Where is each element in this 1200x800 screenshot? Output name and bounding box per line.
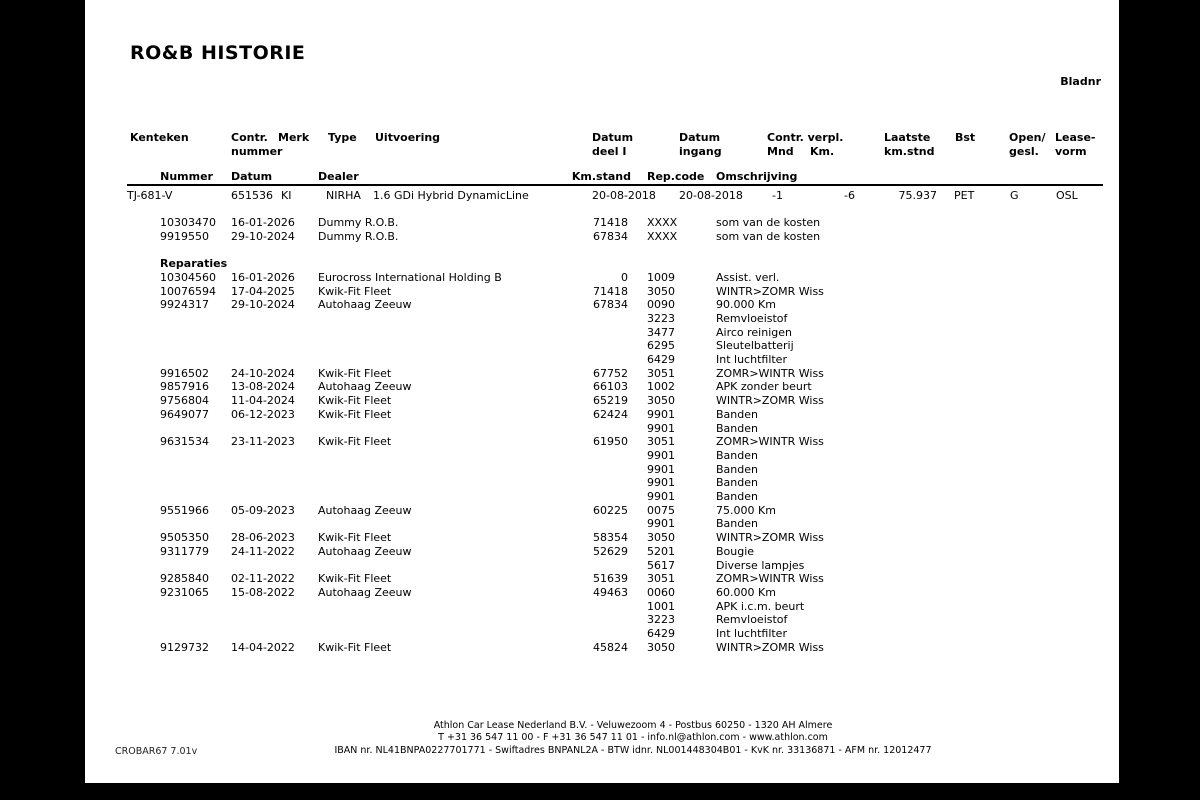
- header-rule: [127, 184, 1103, 186]
- row-dealer: Autohaag Zeeuw: [318, 380, 412, 394]
- row-nummer: 9311779: [160, 544, 209, 558]
- row-kmstand: 58354: [593, 531, 628, 545]
- row-dealer: Dummy R.O.B.: [318, 229, 399, 243]
- row-kmstand: 71418: [593, 284, 628, 298]
- section-title: Reparaties: [160, 257, 228, 271]
- row-omschrijving: Int luchtfilter: [716, 353, 787, 366]
- row-omschrijving: som van de kosten: [716, 229, 821, 243]
- row-omschrijving: Diverse lampjes: [716, 558, 805, 572]
- col-datum-deel-1: Datum: [592, 131, 634, 144]
- row-omschrijving: Banden: [716, 517, 758, 531]
- row-nummer: 9916502: [160, 366, 209, 380]
- row-datum: 23-11-2023: [231, 435, 295, 449]
- col-laatste-2: km.stnd: [884, 145, 935, 158]
- col-type: Type: [328, 131, 357, 144]
- table-row: [85, 367, 1119, 381]
- table-row: [85, 559, 1119, 573]
- row-repcode: 6429: [647, 627, 675, 640]
- row-repcode: 1009: [647, 270, 675, 284]
- row-omschrijving: ZOMR>WINTR Wiss: [716, 366, 824, 380]
- contract-datum-deel-i: 20-08-2018: [592, 189, 656, 202]
- row-omschrijving: 60.000 Km: [716, 585, 776, 599]
- page-title: RO&B HISTORIE: [130, 42, 306, 64]
- table-row: [85, 394, 1119, 408]
- table-row: [85, 613, 1119, 627]
- row-dealer: Kwik-Fit Fleet: [318, 435, 392, 449]
- row-dealer: Dummy R.O.B.: [318, 216, 399, 229]
- row-kmstand: 66103: [593, 380, 628, 394]
- row-repcode: 9901: [647, 448, 675, 462]
- footer-address: Athlon Car Lease Nederland B.V. - Veluwezoom 4 - Postbus 60250 - 1320 AH Almere: [433, 720, 833, 731]
- row-nummer: 9505350: [160, 531, 209, 545]
- row-datum: 24-10-2024: [231, 366, 295, 380]
- subcol-nummer: Nummer: [160, 170, 213, 183]
- col-lease-1: Lease-: [1055, 131, 1096, 144]
- footer-banking: IBAN nr. NL41BNPA0227701771 - Swiftadres BNPANL2A - BTW idnr. NL001448304B01 - KvK nr. 33136871 - AFM nr. 12012477: [334, 744, 932, 756]
- row-omschrijving: Airco reinigen: [716, 325, 792, 339]
- table-row: [85, 326, 1119, 340]
- row-omschrijving: Int luchtfilter: [716, 627, 787, 640]
- table-row: [85, 422, 1119, 436]
- row-omschrijving: Banden: [716, 490, 758, 503]
- table-row: [85, 380, 1119, 394]
- row-datum: 05-09-2023: [231, 503, 295, 517]
- row-kmstand: 67834: [593, 298, 628, 312]
- row-omschrijving: Assist. verl.: [716, 270, 780, 284]
- col-km: Km.: [810, 145, 835, 158]
- row-repcode: 9901: [647, 476, 675, 490]
- row-datum: 11-04-2024: [231, 394, 295, 408]
- row-nummer: 9857916: [160, 380, 209, 394]
- col-kenteken: Kenteken: [130, 131, 189, 144]
- row-dealer: Autohaag Zeeuw: [318, 503, 412, 517]
- row-repcode: 3051: [647, 572, 675, 586]
- table-row: [85, 627, 1119, 641]
- row-kmstand: 71418: [593, 216, 628, 229]
- row-nummer: 9285840: [160, 572, 209, 586]
- table-row: [85, 271, 1119, 285]
- table-row: [85, 490, 1119, 504]
- row-nummer: 9919550: [160, 229, 209, 243]
- contract-laatste-kmstnd: 75.937: [898, 189, 937, 202]
- row-nummer: 10304560: [160, 270, 216, 284]
- table-row: [85, 285, 1119, 299]
- row-kmstand: 65219: [593, 394, 628, 408]
- row-repcode: 3223: [647, 311, 675, 325]
- contract-kenteken: TJ-681-V: [127, 189, 173, 202]
- table-row: [85, 435, 1119, 449]
- row-kmstand: 0: [621, 270, 628, 284]
- row-repcode: 6429: [647, 353, 675, 366]
- contract-uitvoering: 1.6 GDi Hybrid DynamicLine: [373, 189, 529, 202]
- row-nummer: 9924317: [160, 298, 209, 312]
- col-merk: Merk: [278, 131, 310, 144]
- row-repcode: 0090: [647, 298, 675, 312]
- row-omschrijving: 75.000 Km: [716, 503, 776, 517]
- row-dealer: Kwik-Fit Fleet: [318, 284, 392, 298]
- table-row: [85, 641, 1119, 655]
- row-nummer: 10076594: [160, 284, 216, 298]
- row-omschrijving: Banden: [716, 421, 758, 435]
- col-lease-2: vorm: [1055, 145, 1087, 158]
- table-row: [85, 463, 1119, 477]
- row-omschrijving: Remvloeistof: [716, 613, 788, 627]
- col-datum-deel-2: deel I: [592, 145, 627, 158]
- row-kmstand: 45824: [593, 640, 628, 654]
- contract-datum-ingang: 20-08-2018: [679, 189, 743, 202]
- col-contr-nummer-1: Contr.: [231, 131, 268, 144]
- row-datum: 15-08-2022: [231, 585, 295, 599]
- col-open-2: gesl.: [1009, 145, 1039, 158]
- row-repcode: 0060: [647, 585, 675, 599]
- row-omschrijving: Banden: [716, 462, 758, 476]
- table-row: [85, 449, 1119, 463]
- table-row: [85, 504, 1119, 518]
- row-nummer: 9649077: [160, 407, 209, 421]
- row-kmstand: 60225: [593, 503, 628, 517]
- row-datum: 02-11-2022: [231, 572, 295, 586]
- row-dealer: Kwik-Fit Fleet: [318, 407, 392, 421]
- col-mnd: Mnd: [767, 145, 794, 158]
- col-open-1: Open/: [1009, 131, 1046, 144]
- row-nummer: 9631534: [160, 435, 209, 449]
- contract-nummer: 651536: [231, 189, 273, 202]
- row-dealer: Kwik-Fit Fleet: [318, 531, 392, 545]
- row-datum: 17-04-2025: [231, 284, 295, 298]
- footer-block: [147, 720, 1119, 757]
- row-omschrijving: WINTR>ZOMR Wiss: [716, 640, 824, 654]
- table-row: [85, 339, 1119, 353]
- contract-bst: PET: [954, 189, 975, 202]
- row-omschrijving: WINTR>ZOMR Wiss: [716, 531, 824, 545]
- row-kmstand: 51639: [593, 572, 628, 586]
- contract-open-gesl: G: [1010, 189, 1019, 202]
- row-repcode: 3223: [647, 613, 675, 627]
- row-omschrijving: som van de kosten: [716, 216, 821, 229]
- row-repcode: 9901: [647, 462, 675, 476]
- section-row: [85, 257, 1119, 271]
- row-dealer: Autohaag Zeeuw: [318, 585, 412, 599]
- row-datum: 14-04-2022: [231, 640, 295, 654]
- row-kmstand: 49463: [593, 585, 628, 599]
- row-dealer: Kwik-Fit Fleet: [318, 572, 392, 586]
- col-bst: Bst: [955, 131, 976, 144]
- subcol-datum: Datum: [231, 170, 273, 183]
- table-row: [85, 586, 1119, 600]
- row-nummer: 10303470: [160, 216, 216, 229]
- table-row: [85, 545, 1119, 559]
- table-row: [85, 408, 1119, 422]
- col-uitvoering: Uitvoering: [375, 131, 441, 144]
- col-contr-verpl: Contr. verpl.: [767, 131, 844, 144]
- subcol-omschrijving: Omschrijving: [716, 170, 798, 183]
- row-repcode: 9901: [647, 421, 675, 435]
- col-datum-ingang-2: ingang: [679, 145, 722, 158]
- table-row: [85, 353, 1119, 367]
- row-repcode: 9901: [647, 490, 675, 503]
- subcol-kmstand: Km.stand: [571, 170, 631, 183]
- row-repcode: 3051: [647, 435, 675, 449]
- table-row: [85, 517, 1119, 531]
- row-kmstand: 62424: [593, 407, 628, 421]
- row-repcode: 1001: [647, 599, 675, 613]
- row-repcode: 9901: [647, 517, 675, 531]
- contract-merk: KI: [281, 189, 292, 202]
- row-repcode: 9901: [647, 407, 675, 421]
- table-row: [85, 230, 1119, 244]
- row-omschrijving: Banden: [716, 448, 758, 462]
- row-nummer: 9231065: [160, 585, 209, 599]
- report-version-label: CROBAR67 7.01v: [115, 746, 198, 757]
- row-omschrijving: Banden: [716, 476, 758, 490]
- row-nummer: 9756804: [160, 394, 209, 408]
- row-dealer: Autohaag Zeeuw: [318, 544, 412, 558]
- contract-verpl-km: -6: [844, 189, 855, 202]
- col-laatste-1: Laatste: [884, 131, 931, 144]
- row-nummer: 9551966: [160, 503, 209, 517]
- row-repcode: 5201: [647, 544, 675, 558]
- row-repcode: 0075: [647, 503, 675, 517]
- row-omschrijving: 90.000 Km: [716, 298, 776, 312]
- row-datum: 29-10-2024: [231, 229, 295, 243]
- col-contr-nummer-2: nummer: [231, 145, 283, 158]
- table-row: [85, 216, 1119, 230]
- row-kmstand: 52629: [593, 544, 628, 558]
- table-row: [85, 600, 1119, 614]
- row-repcode: 3051: [647, 366, 675, 380]
- row-omschrijving: WINTR>ZOMR Wiss: [716, 394, 824, 408]
- table-row: [85, 476, 1119, 490]
- row-datum: 16-01-2026: [231, 216, 295, 229]
- row-omschrijving: ZOMR>WINTR Wiss: [716, 435, 824, 449]
- row-dealer: Autohaag Zeeuw: [318, 298, 412, 312]
- page-number-label: Bladnr: [1060, 75, 1101, 88]
- row-repcode: 1002: [647, 380, 675, 394]
- row-datum: 13-08-2024: [231, 380, 295, 394]
- row-kmstand: 67834: [593, 229, 628, 243]
- table-row: [85, 531, 1119, 545]
- subcol-repcode: Rep.code: [647, 170, 705, 183]
- row-repcode: 3050: [647, 394, 675, 408]
- table-row: [85, 572, 1119, 586]
- row-dealer: Kwik-Fit Fleet: [318, 394, 392, 408]
- row-omschrijving: APK zonder beurt: [716, 380, 812, 394]
- row-kmstand: 61950: [593, 435, 628, 449]
- report-page: [85, 0, 1119, 783]
- row-kmstand: 67752: [593, 366, 628, 380]
- row-dealer: Kwik-Fit Fleet: [318, 366, 392, 380]
- row-omschrijving: ZOMR>WINTR Wiss: [716, 572, 824, 586]
- contract-type: NIRHA: [326, 189, 361, 202]
- row-omschrijving: Sleutelbatterij: [716, 339, 794, 353]
- row-nummer: 9129732: [160, 640, 209, 654]
- row-omschrijving: Remvloeistof: [716, 311, 788, 325]
- footer-contact: T +31 36 547 11 00 - F +31 36 547 11 01 - info.nl@athlon.com - www.athlon.com: [438, 732, 828, 744]
- row-repcode: 3050: [647, 531, 675, 545]
- row-repcode: 3050: [647, 640, 675, 654]
- row-repcode: 3050: [647, 284, 675, 298]
- row-repcode: 6295: [647, 339, 675, 353]
- subcol-dealer: Dealer: [318, 170, 359, 183]
- row-omschrijving: APK i.c.m. beurt: [716, 599, 805, 613]
- row-datum: 28-06-2023: [231, 531, 295, 545]
- row-datum: 24-11-2022: [231, 544, 295, 558]
- row-dealer: Eurocross International Holding B: [318, 270, 502, 284]
- row-omschrijving: WINTR>ZOMR Wiss: [716, 284, 824, 298]
- row-dealer: Kwik-Fit Fleet: [318, 640, 392, 654]
- row-repcode: 5617: [647, 558, 675, 572]
- row-omschrijving: Bougie: [716, 544, 755, 558]
- col-datum-ingang-1: Datum: [679, 131, 721, 144]
- table-row: [85, 298, 1119, 312]
- row-datum: 16-01-2026: [231, 270, 295, 284]
- row-repcode: XXXX: [647, 229, 678, 243]
- contract-leasevorm: OSL: [1056, 189, 1078, 202]
- row-omschrijving: Banden: [716, 407, 758, 421]
- row-datum: 06-12-2023: [231, 407, 295, 421]
- row-datum: 29-10-2024: [231, 298, 295, 312]
- row-repcode: XXXX: [647, 216, 678, 229]
- contract-verpl-mnd: -1: [772, 189, 783, 202]
- table-row: [85, 312, 1119, 326]
- row-repcode: 3477: [647, 325, 675, 339]
